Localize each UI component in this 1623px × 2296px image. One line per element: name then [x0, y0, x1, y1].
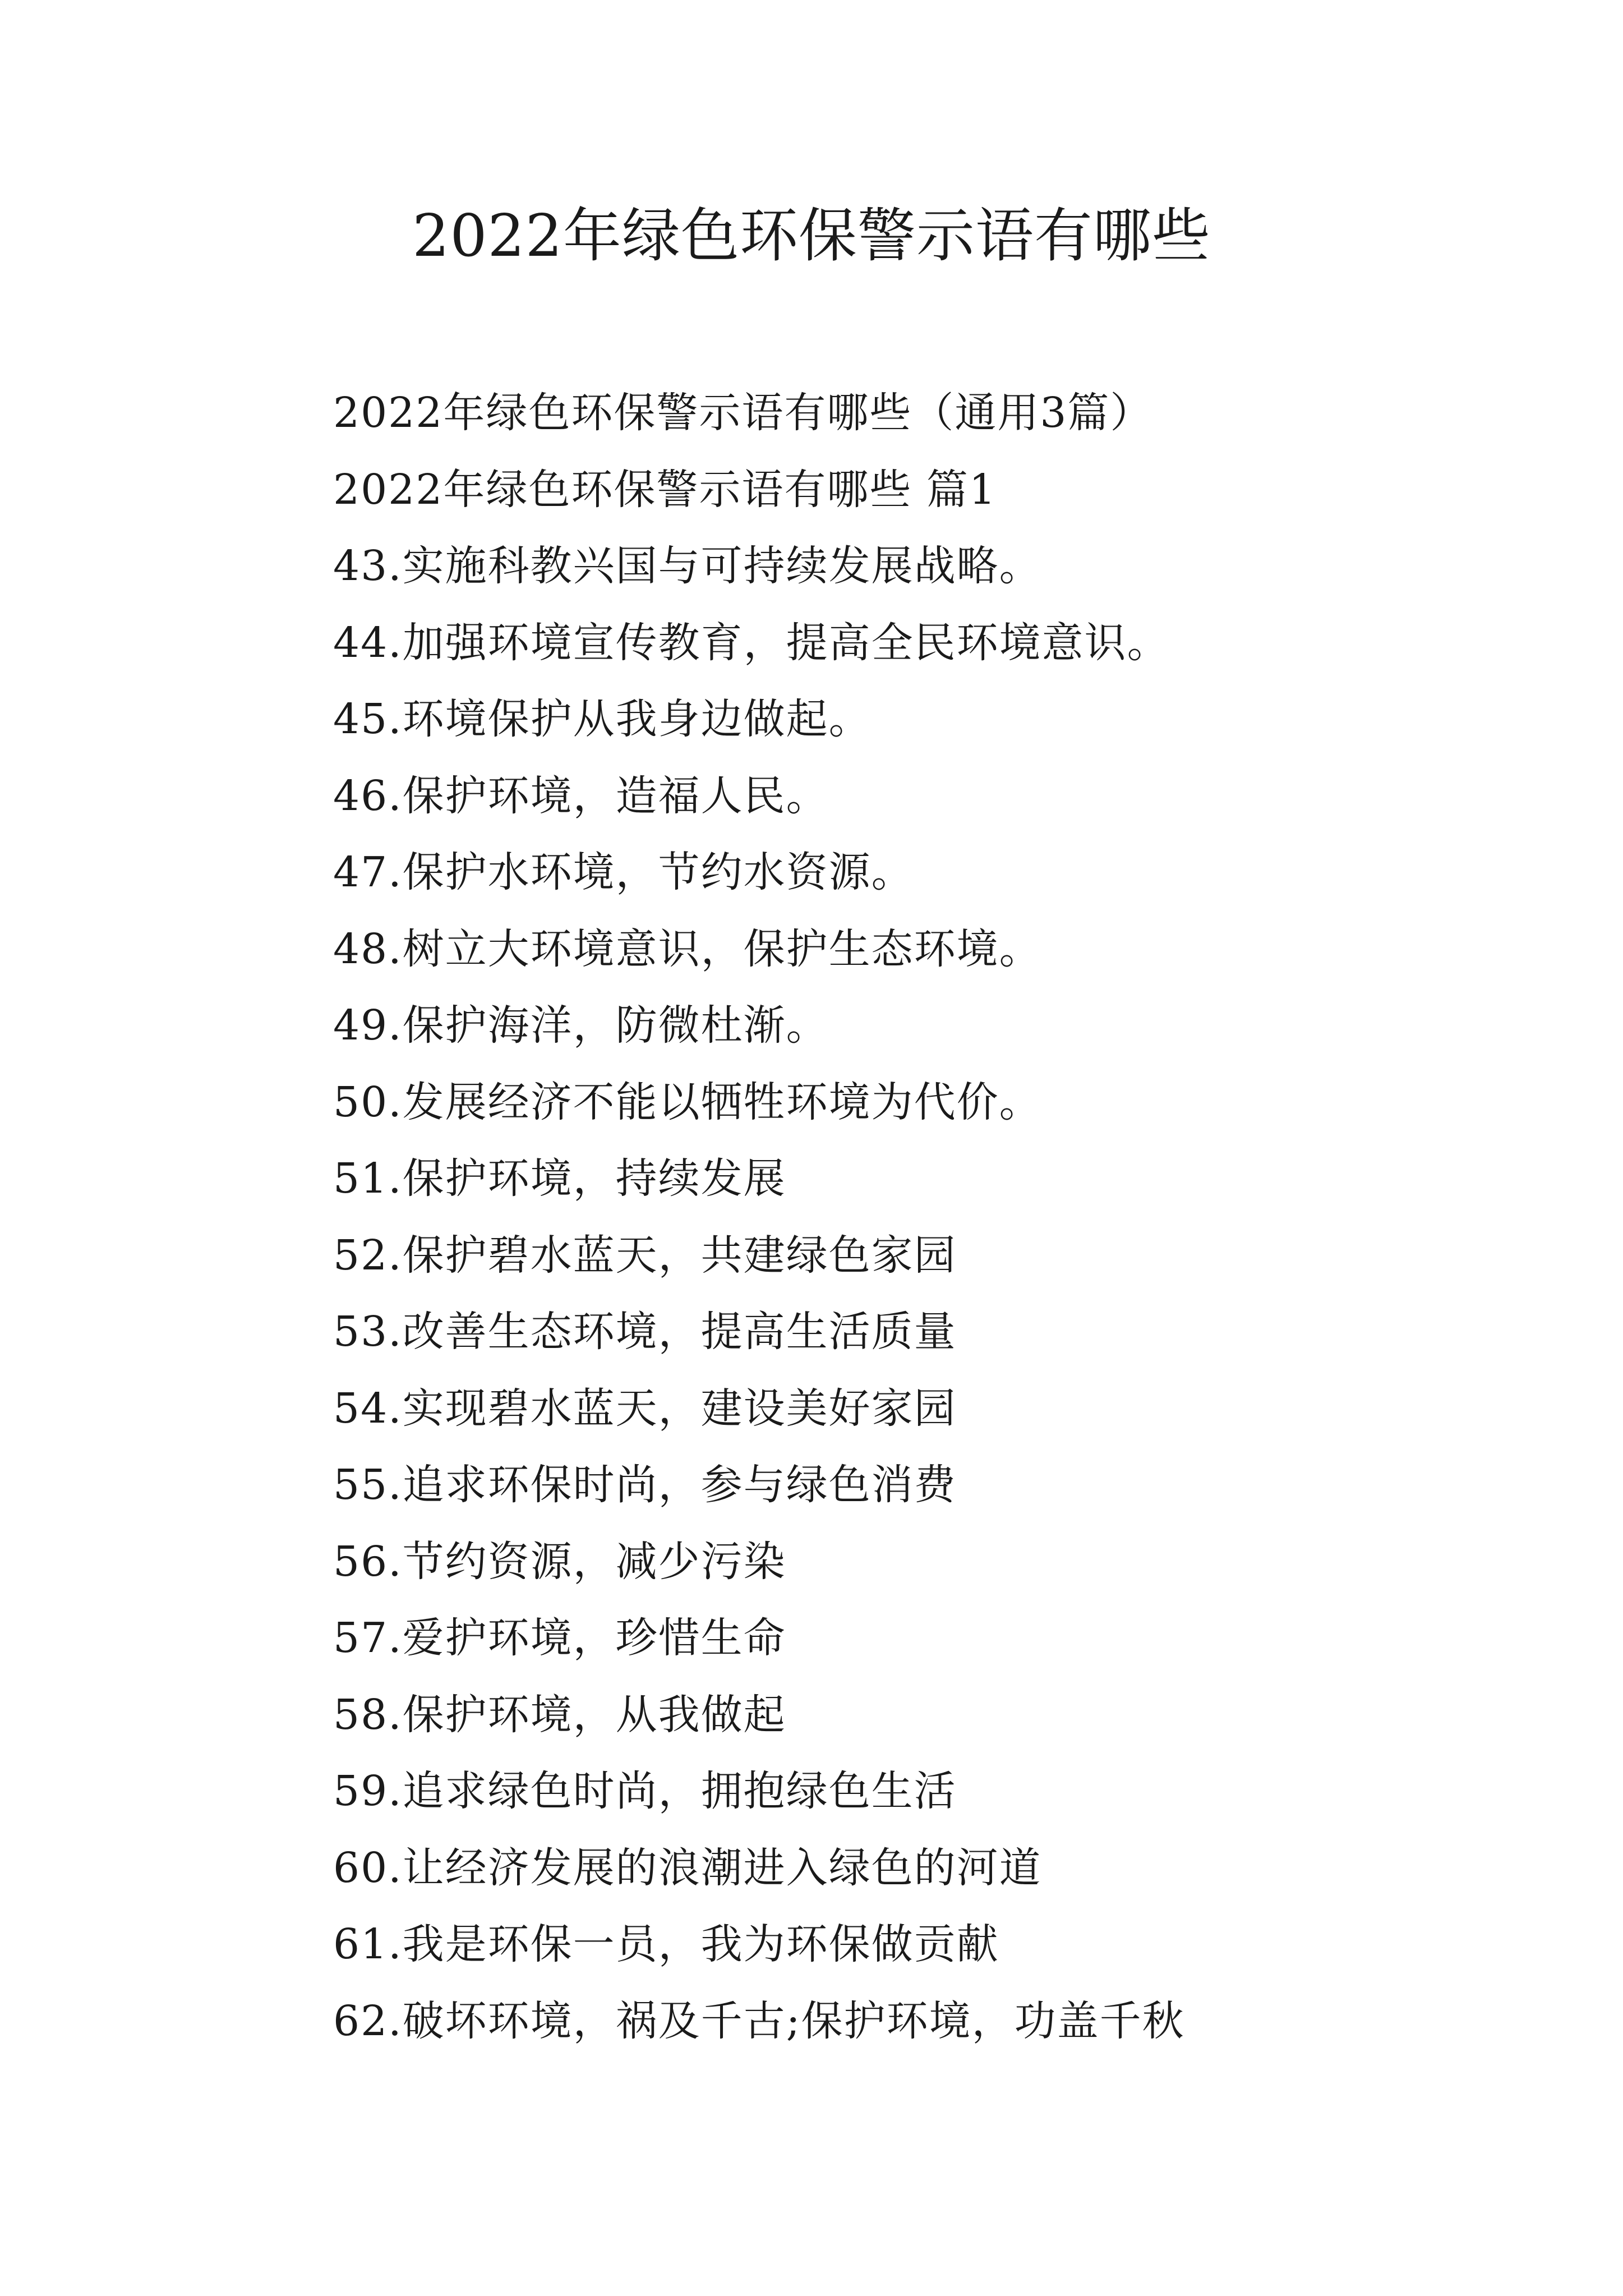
slogan-line: 43.实施科教兴国与可持续发展战略。 — [333, 542, 1042, 590]
slogan-line: 45.环境保护从我身边做起。 — [333, 695, 872, 743]
slogan-line: 59.追求绿色时尚，拥抱绿色生活 — [333, 1767, 957, 1815]
slogan-line: 60.让经济发展的浪潮进入绿色的河道 — [333, 1843, 1042, 1892]
slogan-line: 62.破坏环境，祸及千古;保护环境，功盖千秋 — [333, 1996, 1185, 2045]
slogan-line: 55.追求环保时尚，参与绿色消费 — [333, 1461, 957, 1509]
slogan-line: 50.发展经济不能以牺牲环境为代价。 — [333, 1078, 1042, 1126]
slogan-line: 56.节约资源，减少污染 — [333, 1537, 786, 1586]
slogan-line: 54.实现碧水蓝天，建设美好家园 — [333, 1384, 957, 1433]
slogan-line: 51.保护环境，持续发展 — [333, 1154, 786, 1203]
slogan-line: 49.保护海洋，防微杜渐。 — [333, 1001, 829, 1050]
slogan-line: 53.改善生态环境，提高生活质量 — [333, 1308, 957, 1356]
subtitle-line: 2022年绿色环保警示语有哪些（通用3篇） — [333, 389, 1153, 437]
section-heading: 2022年绿色环保警示语有哪些 篇1 — [333, 465, 997, 514]
slogan-line: 52.保护碧水蓝天，共建绿色家园 — [333, 1231, 957, 1280]
slogan-line: 44.加强环境宣传教育，提高全民环境意识。 — [333, 618, 1170, 667]
slogan-line: 61.我是环保一员，我为环保做贡献 — [333, 1920, 999, 1968]
document-body — [333, 375, 1511, 2059]
slogan-line: 58.保护环境，从我做起 — [333, 1690, 786, 1739]
slogan-line: 47.保护水环境，节约水资源。 — [333, 848, 914, 896]
slogan-line: 46.保护环境，造福人民。 — [333, 771, 829, 820]
slogan-line: 57.爱护环境，珍惜生命 — [333, 1614, 786, 1662]
document-title: 2022年绿色环保警示语有哪些 — [412, 201, 1211, 270]
slogan-line: 48.树立大环境意识，保护生态环境。 — [333, 924, 1042, 973]
